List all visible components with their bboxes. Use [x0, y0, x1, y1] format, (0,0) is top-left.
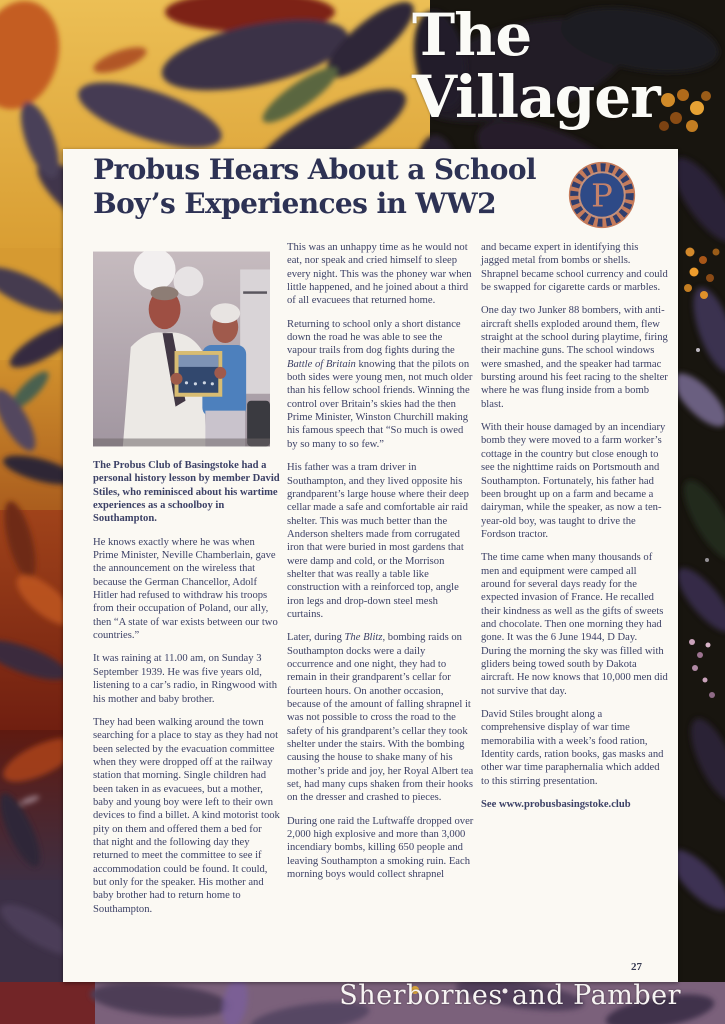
masthead-line2: Villager — [412, 63, 660, 132]
article-title — [93, 153, 573, 221]
article-paragraph: During one raid the Luftwaffe dropped over 2,000 high explosive and more than 3,000 incendiary bombs, killing 650 people and leaving Southampton a smoking ruin. Each morning boys would collect shrapnel — [287, 815, 474, 881]
man-hair — [151, 286, 179, 300]
article-column-2 — [287, 241, 474, 926]
article-paragraph: He knows exactly where he was when Prime Minister, Neville Chamberlain, gave the announcement on the wireless that because the German Chancellor, Adolf Hitler had refused to withdraw his troops from their occupation of Poland, our ally, then “A state of war exists between our two countries.” — [93, 536, 278, 642]
article-paragraph: This was an unhappy time as he would not eat, nor speak and cried himself to sleep every night. This was the phoney war when little happened, and he joined about a third of all evacuees that returned home. — [287, 242, 472, 307]
article-photo — [93, 251, 270, 447]
article-paragraph: Returning to school only a short distance down the road he was able to see the vapour trails from dog fights during the Battle of Britain knowing that the pilots on both sides were young men, not much older than his fellow school friends. Winning the control over Britain’s skies had the then Prime Minister, Winston Churchill making his famous speech that “So much is owed by so many to so few.” — [287, 318, 473, 450]
article-column-3 — [481, 241, 668, 926]
probus-logo-art — [566, 159, 638, 231]
masthead-line1: The — [412, 1, 532, 69]
article-title-line2: Boy’s Experiences in WW2 — [93, 187, 496, 221]
article-columns — [93, 241, 668, 926]
article-paragraph: One day two Junker 88 bombers, with anti-aircraft shells exploded around them, flew straight at the school during playtime, firing their machine guns. The school windows were smashed, and the speaker had tarmac bursting around his feet racing to the shelter where he was flung inside from a bomb blast. — [481, 305, 668, 410]
article-paragraph: The Probus Club of Basingstoke had a personal history lesson by member David Stiles, who reminisced about his wartime experiences as a schoolboy in Southampton. — [93, 460, 280, 525]
article-paragraph: His father was a tram driver in Southampton, and they lived opposite his grandparent’s large house where their deep cellar made a safe and comfortable air raid shelter. This was much better than the Anderson shelters made from corrugated iron that were buried in most gardens that were damp and cold, or the Morrison shelter that was really a table like construction with a reinforced top, angle iron legs and drop-down steel mesh curtains. — [287, 462, 469, 620]
photo-art — [93, 251, 270, 447]
article-paragraph: Later, during The Blitz, bombing raids on Southampton docks were a daily occurrence and one night, they had to remain in their grandparent’s cellar for fourteen hours. On another occasion, because of the amount of falling shrapnel it was not possible to cross the road to the safety of his grandparent’s cellar they took shelter under the stairs. With the bombing causing the house to shake many of his mother’s pride and joy, her Royal Albert tea set, had many cups shaken from their hooks on the dresser and crashed to pieces. — [287, 632, 474, 804]
footer-region-label: Sherbornes and Pamber — [339, 980, 681, 1011]
article-paragraph: They had been walking around the town searching for a place to stay as they had not been selected by the evacuation committee when they were dropped off at the railway station that morning. Single children had been taken in as evacuees, but a mother, baby and young boy were left to their own devices to find a billet. A kind motorist took pity on them and offered them a bed for that night and the following day they returned to meet the committee to see if accommodation could be found. It could, but only for the speaker. His mother and baby brother had to return home to Southampton. — [93, 716, 280, 915]
article-box — [63, 149, 678, 982]
article-paragraph: It was raining at 11.00 am, on Sunday 3 September 1939. He was five years old, listening to a car’s radio, in Ringwood with his mother and baby brother. — [93, 653, 277, 705]
article-paragraph: The time came when many thousands of men and equipment were camped all around for several days ready for the expected invasion of France. He recalled their kindness as well as the gifts of sweets and chocolate. Then one morning they had gone. It was the 6 June 1944, D Day. During the morning the sky was filled with gliders being towed south by Dakota aircraft. He now knows that 10,000 men did not survive that day. — [481, 552, 668, 697]
article-paragraph: and became expert in identifying this jagged metal from bombs or shells. Shrapnel became school currency and could be swapped for cigarette cards or marbles. — [481, 242, 668, 294]
page-number: 27 — [631, 961, 642, 973]
article-paragraph: With their house damaged by an incendiary bomb they were moved to a farm worker’s cottage in the country but close enough to see the nighttime raids on Portsmouth and Southampton. Fortunately, his father had been brought up on a farm and became a dairyman, while the speaker, as now a ten-year-old boy, was taught to drive the Fordson tractor. — [481, 422, 666, 540]
probus-logo-letter: P — [591, 176, 613, 215]
article-column-1 — [93, 241, 280, 926]
article-title-line1: Probus Hears About a School — [93, 153, 536, 186]
article-paragraph: David Stiles brought along a comprehensive display of war time memorabilia with a week’s food ration, Identity cards, ration books, gas masks and other war time paraphernalia which added to this stirring presentation. — [481, 709, 664, 787]
masthead — [412, 1, 660, 132]
woman-hair — [210, 303, 240, 323]
probus-logo — [566, 159, 638, 231]
article-paragraph: See www.probusbasingstoke.club — [481, 799, 631, 811]
